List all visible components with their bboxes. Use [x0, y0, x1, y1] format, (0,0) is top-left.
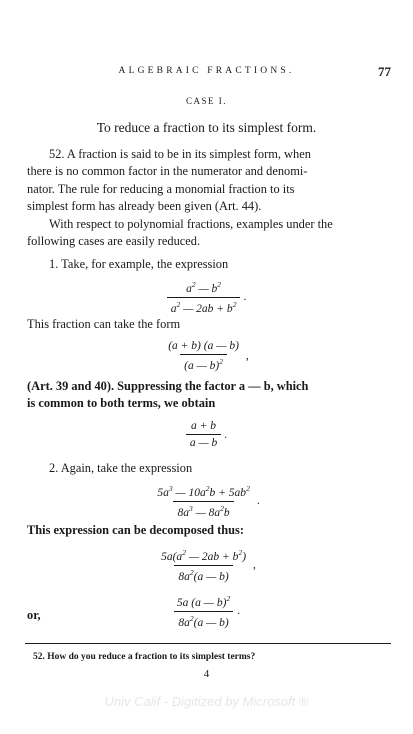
equation-3 — [0, 420, 413, 449]
equation-5 — [0, 548, 413, 583]
case-label: CASE I. — [185, 96, 227, 106]
paragraph-example-2: 2. Again, take the expression — [49, 461, 193, 475]
running-head: ALGEBRAIC FRACTIONS. — [118, 66, 295, 76]
paragraph-line: (Art. 39 and 40). Suppressing the factor a — b, which — [27, 379, 309, 393]
paragraph-line: 52. A fraction is said to be in its simplest form, when — [49, 147, 311, 161]
fraction-denominator: (a — b)$^2$ — [180, 354, 227, 372]
equation-punctuation: , — [253, 559, 256, 572]
or-label: or, — [27, 608, 41, 622]
equation-punctuation: , — [245, 349, 249, 362]
paragraph-52 — [27, 146, 389, 216]
fraction — [157, 548, 250, 583]
fraction-denominator: $8a^2(a$ — b) — [174, 565, 232, 583]
fraction-numerator: $5a^3$ — $10a^2b + 5ab^2$ — [157, 484, 250, 499]
fraction-numerator: a + b — [191, 420, 217, 432]
fraction — [164, 340, 243, 372]
fraction-numerator: (a + b) (a — b) — [168, 340, 239, 352]
paragraph-decompose: This expression can be decomposed thus: — [27, 523, 244, 537]
fraction-numerator: $5a(a^2$ — $2ab + b^2$) — [161, 548, 247, 563]
paragraph-line: simplest form has already been given (Art. 44). — [27, 199, 262, 214]
equation-punctuation: . — [237, 605, 241, 618]
fraction — [186, 420, 221, 449]
footnote-question: 52. How do you reduce a fraction to its simplest terms? — [33, 652, 256, 662]
fraction-denominator: $a^2$ — $2ab + b^2$ — [167, 297, 241, 315]
equation-6 — [0, 594, 413, 629]
fraction-numerator: $a^2$ — $b^2$ — [186, 280, 222, 295]
fraction-denominator: a — b — [186, 434, 221, 449]
equation-punctuation: . — [243, 291, 247, 304]
paragraph-line: there is no common factor in the numerator and denomi- — [27, 164, 308, 179]
fraction — [173, 594, 234, 629]
footnote-divider — [25, 643, 391, 644]
paragraph-line: nator. The rule for reducing a monomial fraction to its — [27, 181, 295, 196]
paragraph-example-1: 1. Take, for example, the expression — [49, 257, 229, 271]
equation-1 — [0, 280, 413, 315]
paragraph-form: This fraction can take the form — [27, 317, 181, 331]
equation-2 — [0, 340, 413, 372]
paragraph-line: is common to both terms, we obtain — [27, 396, 216, 411]
fraction-numerator: 5a (a — b)$^2$ — [176, 594, 231, 609]
fraction-denominator: $8a^2(a$ — b) — [174, 611, 232, 629]
rule-title: To reduce a fraction to its simplest form. — [96, 120, 317, 135]
equation-4 — [0, 484, 413, 519]
fraction — [153, 484, 254, 519]
signature-mark: 4 — [203, 668, 210, 680]
page-number: 77 — [378, 64, 391, 79]
equation-punctuation: . — [256, 495, 260, 508]
watermark: Univ Calif - Digitized by Microsoft ® — [104, 694, 309, 709]
equation-punctuation: . — [224, 428, 228, 441]
fraction-denominator: $8a^3$ — $8a^2b$ — [173, 501, 233, 519]
paragraph-line: following cases are easily reduced. — [27, 234, 201, 249]
fraction — [167, 280, 241, 315]
page-header — [0, 64, 413, 80]
paragraph-line: With respect to polynomial fractions, examples under the — [49, 217, 333, 231]
paragraph-art — [27, 378, 389, 413]
paragraph-polynomial — [27, 216, 389, 251]
